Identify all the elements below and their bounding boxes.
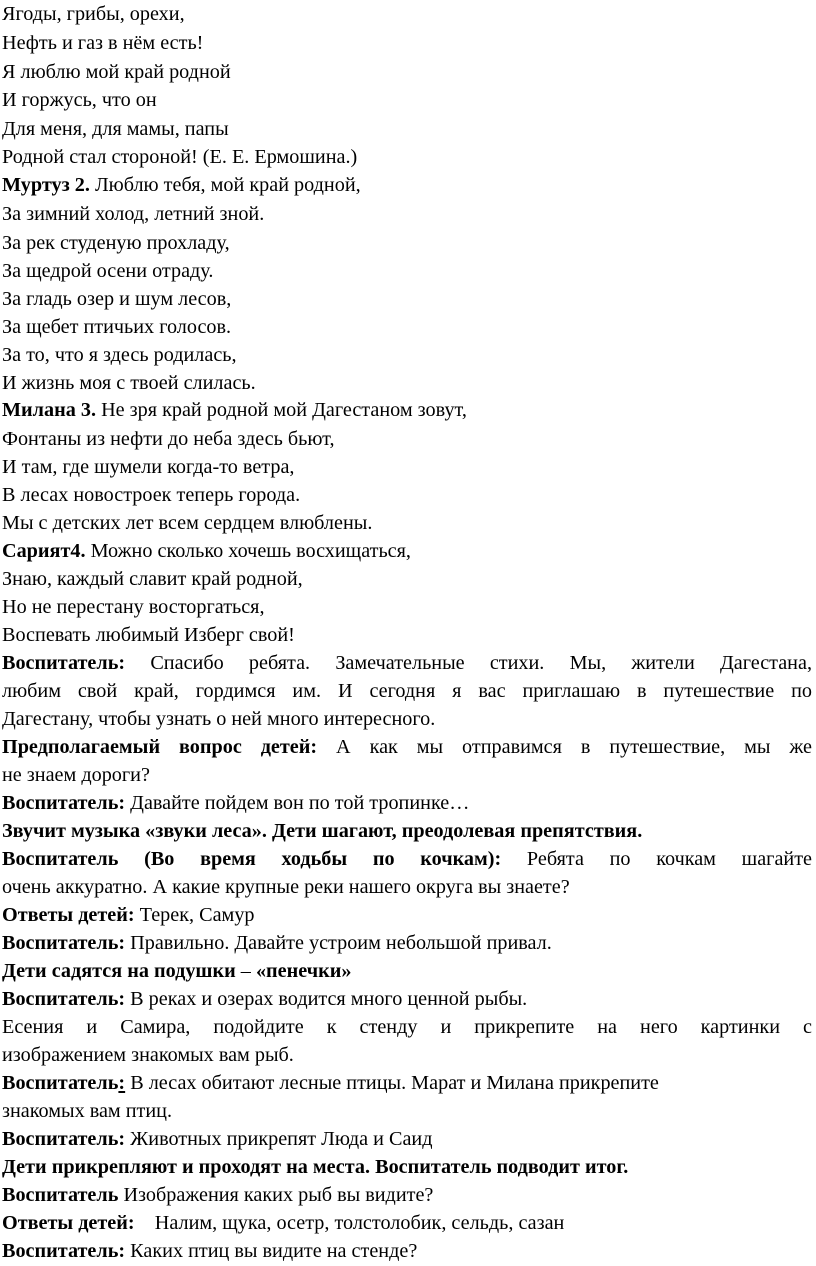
poem-line — [2, 171, 812, 199]
paragraph-line: Воспитатель: В реках и озерах водится много ценной рыбы. — [2, 988, 528, 1010]
stage-direction: Дети прикрепляют и проходят на места. Воспитатель подводит итог. — [2, 1156, 629, 1178]
paragraph-line: Воспитатель: Каких птиц вы видите на стенде? — [2, 1240, 418, 1262]
poem-line: И горжусь, что он — [2, 89, 157, 111]
speaker-name: Воспитатель — [2, 1184, 119, 1206]
paragraph-line: очень аккуратно. А какие крупные реки нашего округа вы знаете? — [2, 876, 570, 898]
poem-line: И там, где шумели когда-то ветра, — [2, 456, 295, 478]
poem-line: За щебет птичьих голосов. — [2, 316, 232, 338]
poem-line: За гладь озер и шум лесов, — [2, 288, 232, 310]
speaker-name: Воспитатель: — [2, 1240, 126, 1262]
poem-line — [2, 396, 812, 424]
paragraph-line: Воспитатель: Спасибо ребята. Замечательные стихи. Мы, жители Дагестана, — [2, 652, 812, 674]
speaker-name: Воспитатель: — [2, 988, 126, 1010]
speaker-name: Ответы детей: — [2, 1212, 135, 1234]
paragraph-line: Воспитатель: Давайте пойдем вон по той тропинке… — [2, 792, 470, 814]
poem-text: Можно сколько хочешь восхищаться, — [85, 540, 411, 562]
paragraph-line: Есения и Самира, подойдите к стенду и прикрепите на него картинки с — [2, 1016, 812, 1038]
paragraph-line: знакомых вам птиц. — [2, 1100, 173, 1122]
speaker-name: Воспитатель: — [2, 932, 126, 954]
paragraph-line: Дагестану, чтобы узнать о ней много интересного. — [2, 708, 436, 730]
speaker-name: Предполагаемый вопрос детей: — [2, 736, 318, 758]
poem-line: Я люблю мой край родной — [2, 61, 231, 83]
poem-line: За зимний холод, летний зной. — [2, 203, 265, 225]
poem-line: И жизнь моя с твоей слилась. — [2, 372, 256, 394]
poem-line: Но не перестану восторгаться, — [2, 596, 265, 618]
poem-line: За щедрой осени отраду. — [2, 260, 214, 282]
speaker-name: Воспитатель (Во время ходьбы по кочкам): — [2, 848, 502, 870]
speaker-name: Ответы детей: — [2, 904, 135, 926]
paragraph-line: Воспитатель Изображения каких рыб вы видите? — [2, 1184, 434, 1206]
poem-line: Воспевать любимый Изберг свой! — [2, 624, 295, 646]
poem-line: За то, что я здесь родилась, — [2, 344, 237, 366]
poem-line: Знаю, каждый славит край родной, — [2, 568, 303, 590]
speaker-name: Муртуз 2. — [2, 174, 90, 196]
poem-line: Для меня, для мамы, папы — [2, 118, 229, 140]
paragraph-line: Ответы детей: Налим, щука, осетр, толстолобик, сельдь, сазан — [2, 1212, 565, 1234]
paragraph-line: Воспитатель: Животных прикрепят Люда и Саид — [2, 1128, 433, 1150]
paragraph-line: изображением знакомых вам рыб. — [2, 1044, 294, 1066]
paragraph-line: Воспитатель: Правильно. Давайте устроим небольшой привал. — [2, 932, 552, 954]
poem-text: Люблю тебя, мой край родной, — [89, 174, 361, 196]
speaker-name: Сарият4. — [2, 540, 86, 562]
paragraph-line: Воспитатель: В лесах обитают лесные птицы. Марат и Милана прикрепите — [2, 1072, 659, 1094]
poem-line: Нефть и газ в нём есть! — [2, 32, 204, 54]
paragraph-line: любим свой край, гордимся им. И сегодня я вас приглашаю в путешествие по — [2, 680, 812, 702]
stage-direction: Дети садятся на подушки – «пенечки» — [2, 960, 352, 982]
poem-text: Не зря край родной мой Дагестаном зовут, — [96, 399, 467, 421]
poem-line: Родной стал стороной! (Е. Е. Ермошина.) — [2, 146, 358, 168]
speaker-name: Милана 3. — [2, 399, 97, 421]
poem-line — [2, 537, 812, 565]
speaker-name: Воспитатель: — [2, 652, 126, 674]
poem-line: Мы с детских лет всем сердцем влюблены. — [2, 512, 373, 534]
paragraph-line: не знаем дороги? — [2, 764, 150, 786]
speaker-name: Воспитатель — [2, 1072, 119, 1094]
speaker-name: Воспитатель: — [2, 792, 126, 814]
paragraph-line: Воспитатель (Во время ходьбы по кочкам): Ребята по кочкам шагайте — [2, 848, 812, 870]
poem-line: За рек студеную прохладу, — [2, 232, 230, 254]
paragraph-line: Ответы детей: Терек, Самур — [2, 904, 255, 926]
stage-direction: Звучит музыка «звуки леса». Дети шагают, преодолевая препятствия. — [2, 820, 643, 842]
paragraph-line: Предполагаемый вопрос детей: А как мы отправимся в путешествие, мы же — [2, 736, 812, 758]
poem-line: В лесах новостроек теперь города. — [2, 484, 301, 506]
speaker-name: Воспитатель: — [2, 1128, 126, 1150]
poem-line: Фонтаны из нефти до неба здесь бьют, — [2, 428, 335, 450]
poem-line: Ягоды, грибы, орехи, — [2, 3, 185, 25]
